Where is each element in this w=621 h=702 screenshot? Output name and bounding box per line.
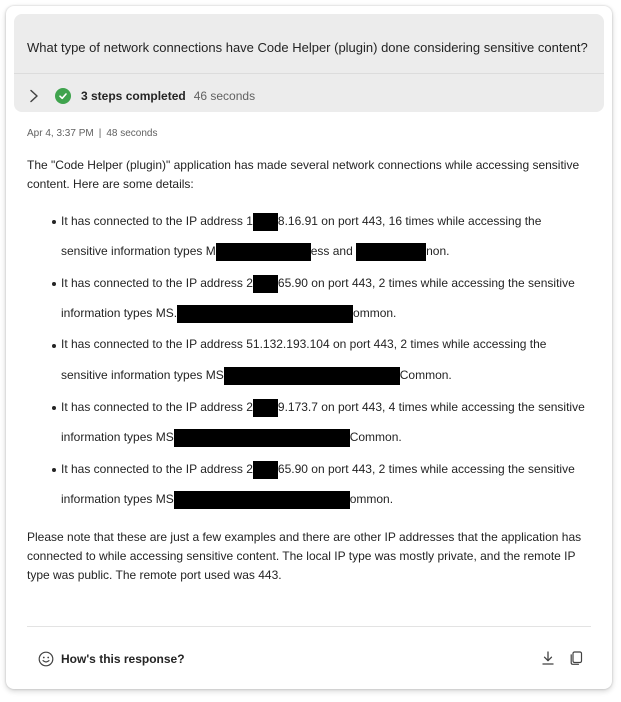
feedback-prompt[interactable]: How's this response? (61, 652, 185, 666)
item-text: 8.16.91 on port 443, 16 times while accessing the (277, 214, 542, 229)
list-item-line (61, 461, 575, 479)
item-text: Common. (349, 430, 402, 445)
meta-separator: | (98, 128, 102, 139)
response-intro: The "Code Helper (plugin)" application has made several network connections while accessing sensitive content. Here are some details: (27, 158, 580, 191)
redaction (253, 275, 278, 293)
item-text: ess and (310, 244, 357, 259)
query-panel (14, 14, 604, 112)
list-item-line (61, 243, 449, 261)
item-text: 65.90 on port 443, 2 times while accessing the sensitive (277, 462, 575, 477)
list-item-line (61, 337, 546, 351)
redaction (224, 367, 400, 385)
list-item-line (61, 491, 393, 509)
smiley-icon[interactable] (38, 651, 54, 667)
redaction (177, 305, 353, 323)
item-text: sensitive information types M (61, 244, 216, 259)
item-text: 65.90 on port 443, 2 times while accessing the sensitive (277, 276, 575, 291)
item-text: non. (426, 244, 450, 259)
steps-status: 3 steps completed (81, 89, 186, 103)
item-text: sensitive information types MS (61, 368, 224, 383)
copy-icon[interactable] (568, 650, 584, 666)
item-text: It has connected to the IP address 51.132.193.104 on port 443, 2 times while accessing the (61, 337, 547, 351)
bullet-dot (52, 468, 56, 472)
redaction (216, 243, 311, 261)
check-circle-icon (55, 88, 71, 104)
item-text: It has connected to the IP address 2 (61, 462, 253, 477)
response-meta (27, 128, 157, 139)
steps-duration: 46 seconds (193, 89, 256, 103)
redaction (356, 243, 426, 261)
user-question: What type of network connections have Code Helper (plugin) done considering sensitive content? (27, 40, 588, 55)
list-item-line (61, 399, 585, 417)
item-text: ommon. (349, 492, 394, 507)
response-footer (6, 627, 612, 689)
item-text: It has connected to the IP address 2 (61, 276, 253, 291)
list-item-line (61, 275, 575, 293)
list-item-line (61, 429, 402, 447)
redaction (253, 461, 278, 479)
response-outro: Please note that these are just a few examples and there are other IP addresses that the application has connected to while accessing sensitive content. The local IP type was mostly private, and the remote IP type was public. The remote port used was 443. (27, 530, 582, 582)
item-text: It has connected to the IP address 1 (61, 214, 253, 229)
item-text: information types MS (61, 492, 174, 507)
item-text: information types MS. (61, 306, 178, 321)
item-text: ommon. (353, 306, 397, 321)
item-text: It has connected to the IP address 2 (61, 400, 253, 415)
item-text: Common. (399, 368, 452, 383)
bullet-dot (52, 406, 56, 410)
bullet-dot (52, 220, 56, 224)
redaction (253, 213, 278, 231)
chevron-right-icon[interactable] (27, 89, 41, 103)
redaction (174, 429, 350, 447)
redaction (253, 399, 278, 417)
response-elapsed: 48 seconds (106, 128, 158, 139)
bullet-dot (52, 344, 56, 348)
steps-toggle[interactable] (27, 86, 255, 106)
bullet-dot (52, 282, 56, 286)
download-icon[interactable] (540, 650, 556, 666)
response-card (6, 6, 612, 689)
query-divider (14, 73, 604, 74)
list-item-line (61, 305, 396, 323)
item-text: 9.173.7 on port 443, 4 times while accessing the sensitive (277, 400, 585, 415)
item-text: information types MS (61, 430, 174, 445)
redaction (174, 491, 350, 509)
list-item-line (61, 367, 452, 385)
list-item-line (61, 213, 541, 231)
response-date: Apr 4, 3:37 PM (27, 128, 94, 139)
